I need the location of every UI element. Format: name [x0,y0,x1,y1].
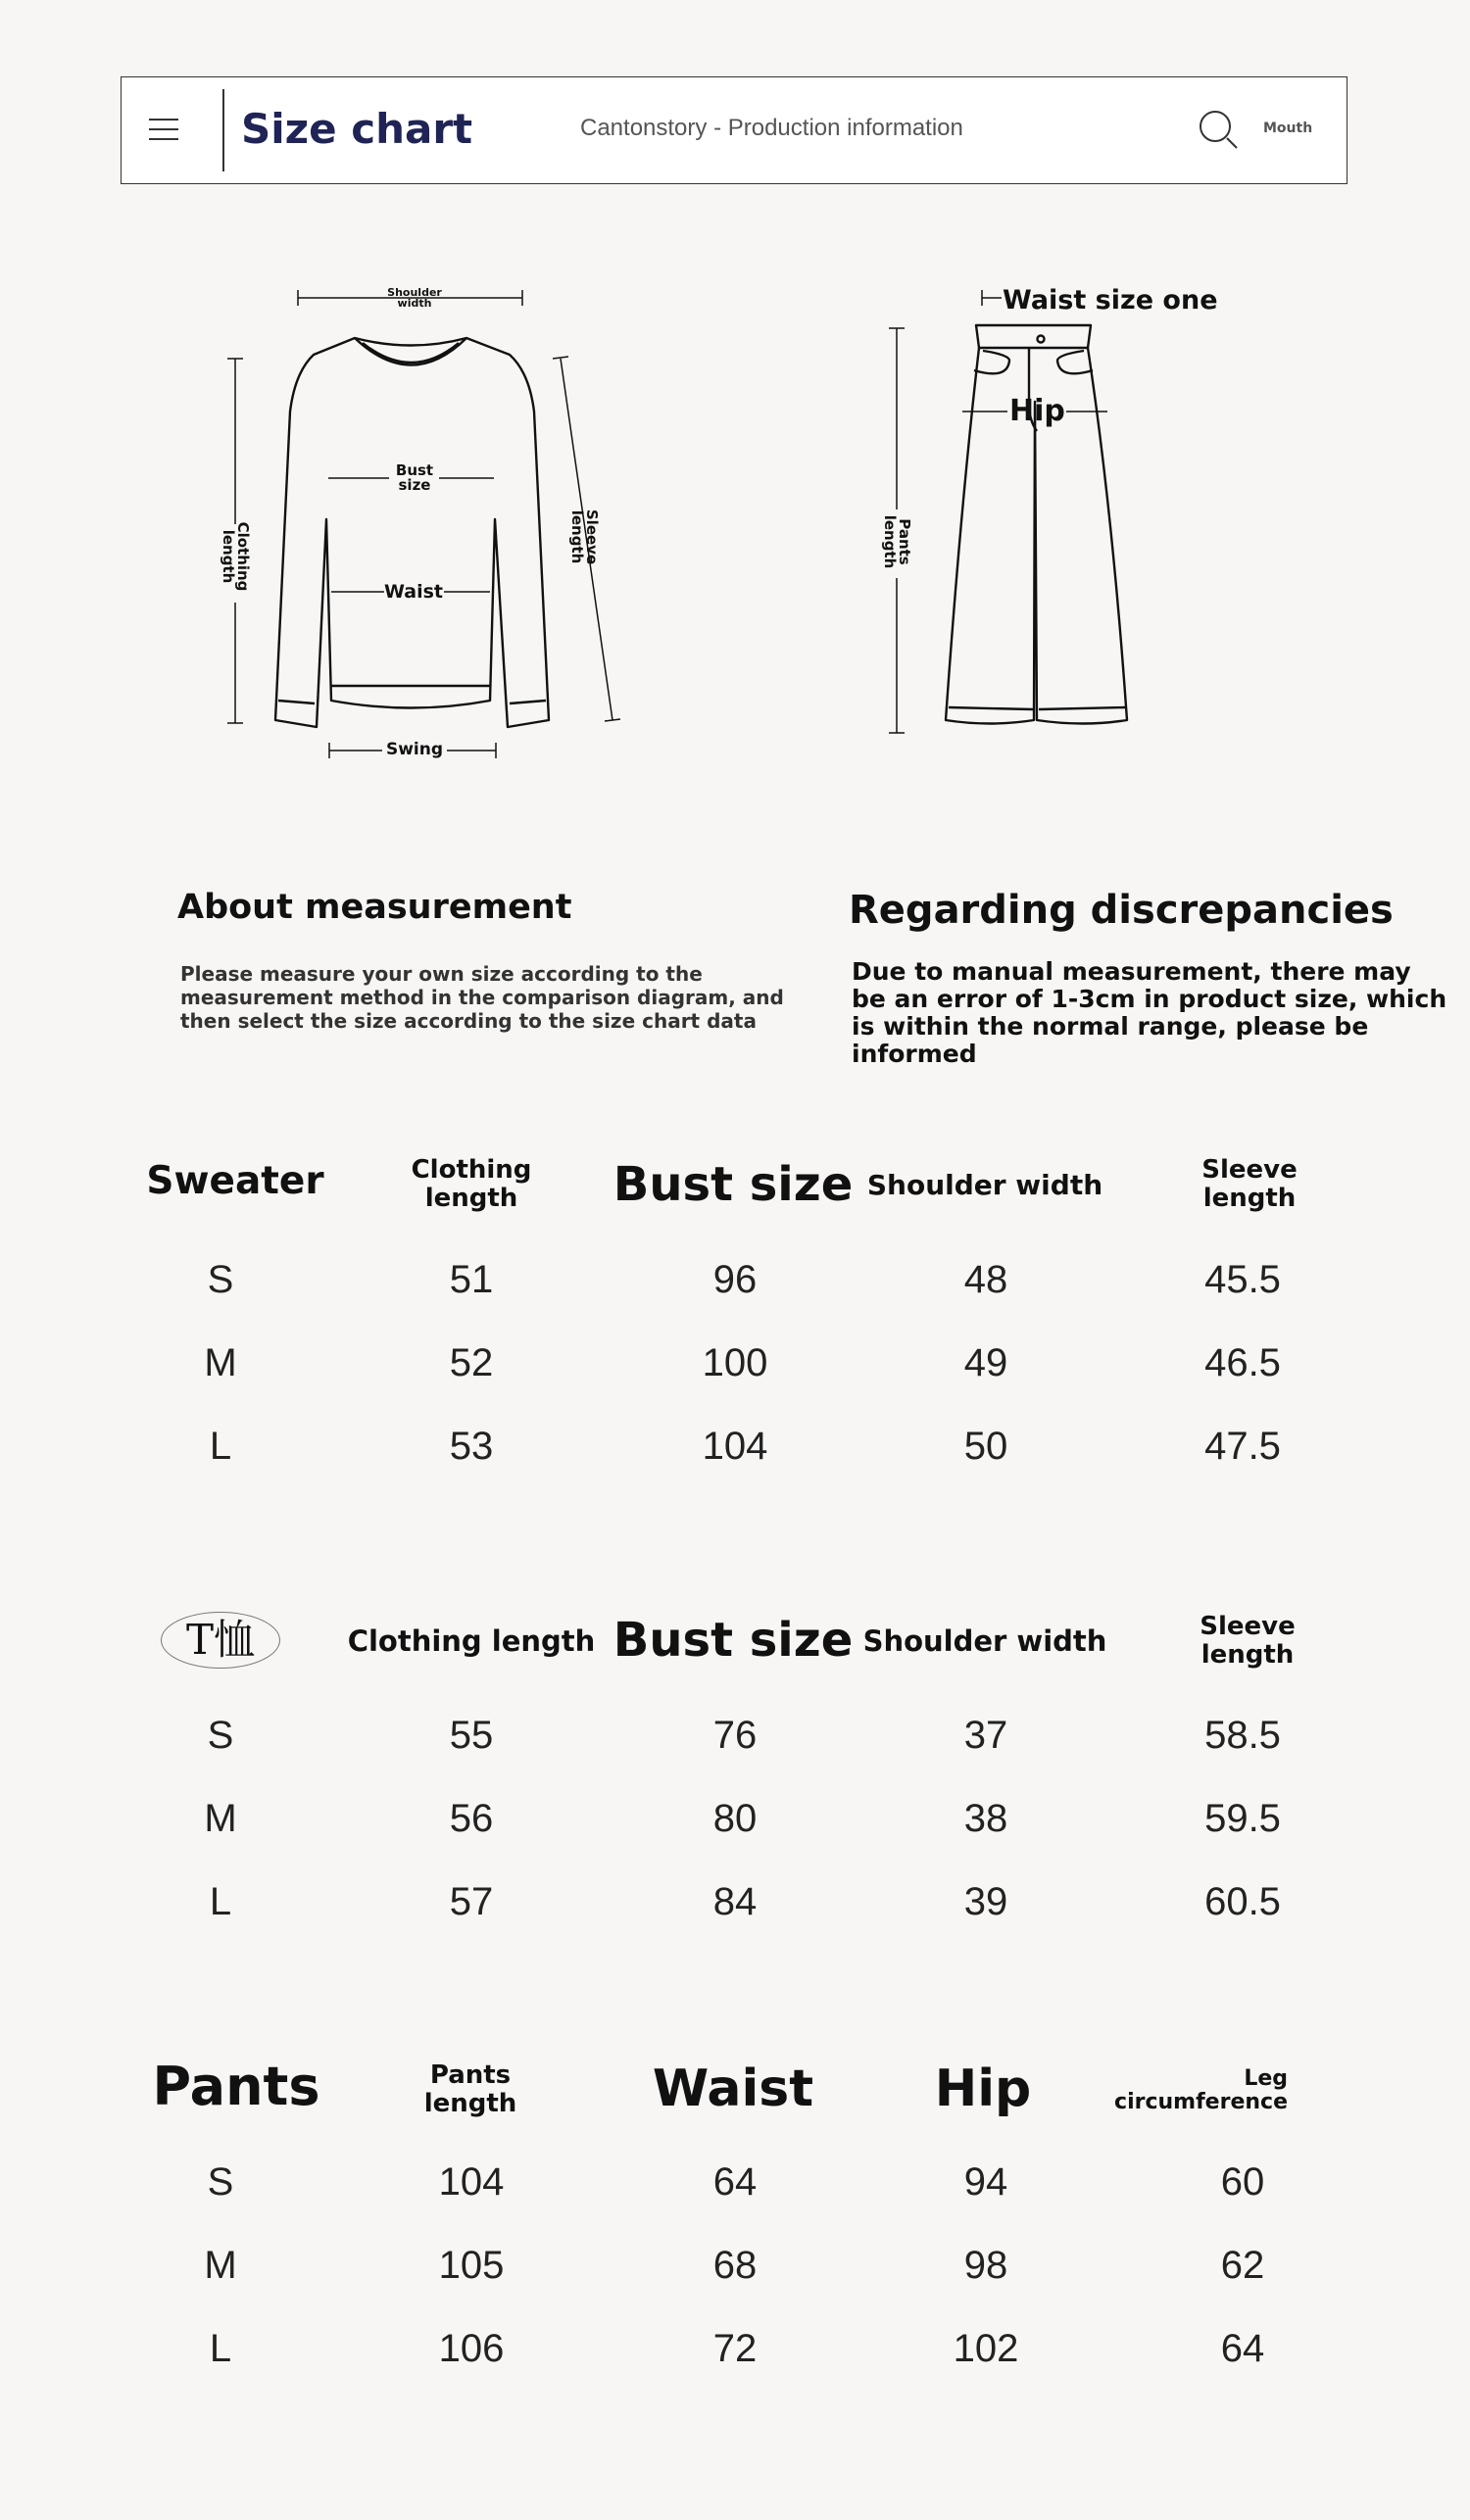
table-cell: 84 [712,1880,758,1923]
sweater-header-bust-size: Bust size [612,1157,854,1212]
page-title: Size chart [241,105,473,153]
waist-size-label: Waist size one [1003,285,1218,315]
table-cell: 57 [449,1880,494,1923]
table-cell: M [204,2244,237,2287]
sweater-header-clothing-length: Clothing length [411,1155,532,1213]
table-cell: S [207,1258,234,1301]
sweater-header-sleeve-length: Sleeve length [1201,1155,1298,1213]
table-cell: 51 [449,1258,494,1301]
table-cell: 100 [702,1341,768,1384]
sleeve-length-label: Sleeve length [568,509,601,565]
table-cell: 106 [438,2327,505,2370]
table-cell: 105 [438,2244,505,2287]
pants-table-title: Pants [152,2056,320,2117]
table-cell: 96 [712,1258,758,1301]
tshirt-header-shoulder-width: Shoulder width [862,1624,1107,1658]
table-cell: 38 [963,1797,1008,1840]
table-cell: 52 [449,1341,494,1384]
table-cell: 48 [963,1258,1008,1301]
table-cell: M [204,1341,237,1384]
table-cell: 72 [712,2327,758,2370]
table-cell: 46.5 [1204,1341,1281,1384]
swing-label: Swing [385,740,444,759]
table-cell: 104 [438,2160,505,2204]
table-cell: L [209,1880,232,1923]
about-title: About measurement [177,888,572,927]
table-cell: 47.5 [1204,1425,1281,1468]
header-subtitle: Cantonstory - Production information [580,115,963,141]
table-cell: 53 [449,1425,494,1468]
table-cell: L [209,2327,232,2370]
table-cell: L [209,1425,232,1468]
table-cell: 64 [712,2160,758,2204]
table-cell: 76 [712,1714,758,1757]
table-cell: 60.5 [1204,1880,1281,1923]
table-cell: 102 [953,2327,1019,2370]
table-cell: M [204,1797,237,1840]
table-cell: 62 [1220,2244,1265,2287]
table-cell: 98 [963,2244,1008,2287]
table-cell: S [207,2160,234,2204]
table-cell: 45.5 [1204,1258,1281,1301]
tshirt-header-clothing-length: Clothing length [347,1624,596,1658]
table-cell: 59.5 [1204,1797,1281,1840]
table-cell: 58.5 [1204,1714,1281,1757]
table-cell: 80 [712,1797,758,1840]
table-cell: 64 [1220,2327,1265,2370]
table-cell: S [207,1714,234,1757]
waist-label: Waist [383,581,443,603]
pants-header-pants-length: Pants length [423,2060,517,2118]
table-cell: 55 [449,1714,494,1757]
discrepancies-title: Regarding discrepancies [849,888,1394,933]
pants-header-leg-circumference: Leg circumference [1114,2066,1288,2115]
pants-header-waist: Waist [652,2060,814,2118]
table-cell: 94 [963,2160,1008,2204]
table-cell: 56 [449,1797,494,1840]
about-body: Please measure your own size according to the measurement method in the comparison diagram, and then select the size according to the size chart data [180,962,784,1033]
tshirt-header-bust-size: Bust size [612,1613,854,1668]
table-cell: 50 [963,1425,1008,1468]
table-cell: 49 [963,1341,1008,1384]
shoulder-width-label: Shoulder width [387,286,442,310]
mouth-label: Mouth [1263,121,1313,136]
table-cell: 37 [963,1714,1008,1757]
pants-length-label: Pants length [881,514,913,569]
tshirt-table-title: T恤 [161,1612,280,1669]
table-cell: 39 [963,1880,1008,1923]
table-cell: 68 [712,2244,758,2287]
pants-header-hip: Hip [934,2060,1032,2118]
pants-diagram [0,0,1470,803]
tshirt-header-sleeve-length: Sleeve length [1200,1612,1296,1670]
hip-label: Hip [1009,394,1065,428]
sweater-header-shoulder-width: Shoulder width [866,1169,1103,1201]
clothing-length-label: Clothing length [220,521,252,592]
table-cell: 104 [702,1425,768,1468]
discrepancies-body: Due to manual measurement, there may be an error of 1-3cm in product size, which is within the normal range, please be informed [852,957,1447,1068]
sweater-table-title: Sweater [146,1159,324,1203]
bust-size-label: Bust size [395,461,434,494]
table-cell: 60 [1220,2160,1265,2204]
